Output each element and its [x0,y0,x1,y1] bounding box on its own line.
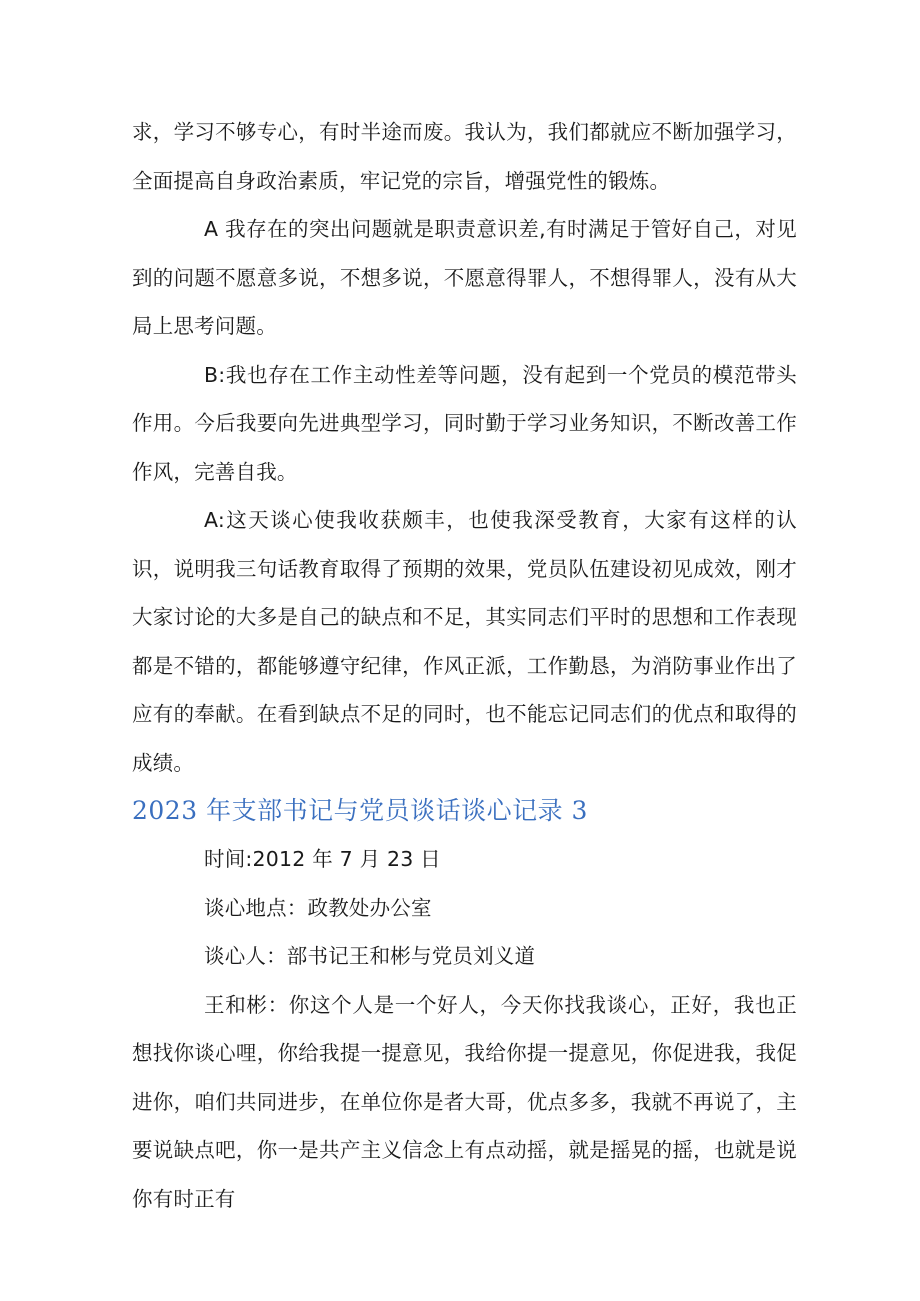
meeting-location: 谈心地点：政教处办公室 [204,895,432,920]
meeting-time: 时间:2012 年 7 月 23 日 [204,847,441,871]
paragraph-a-summary: A:这天谈心使我收获颇丰，也使我深受教育，大家有这样的认识，说明我三句话教育取得了预期的效果，党员队伍建设初见成效，刚才大家讨论的大多是自己的缺点和不足，其实同志们平时的思想和工作表现都是不错的，都能够遵守纪律，作风正派，工作勤恳，为消防事业作出了应有的奉献。在看到缺点不足的同时，也不能忘记同志们的优点和取得的成绩。 [132,508,797,775]
meeting-people: 谈心人：部书记王和彬与党员刘义道 [204,944,536,968]
section-heading: 2023 年支部书记与党员谈话谈心记录 3 [132,796,588,825]
paragraph-wang-hebin: 王和彬：你这个人是一个好人，今天你找我谈心，正好，我也正想找你谈心哩，你给我提一提意见，我给你提一提意见，你促进我，我促进你，咱们共同进步，在单位你是者大哥，优点多多，我就不再说了，主要说缺点吧，你一是共产主义信念上有点动摇，就是摇晃的摇，也就是说你有时正有 [132,992,797,1211]
meeting-meta [132,835,797,981]
paragraph-a-problem: A 我存在的突出问题就是职责意识差,有时满足于管好自己，对见到的问题不愿意多说，不想多说，不愿意得罪人，不想得罪人，没有从大局上思考问题。 [132,217,797,338]
paragraph-continuation: 求，学习不够专心，有时半途而废。我认为，我们都就应不断加强学习，全面提高自身政治素质，牢记党的宗旨，增强党性的锻炼。 [132,120,797,193]
paragraph-b-problem: B:我也存在工作主动性差等问题，没有起到一个党员的模范带头作用。今后我要向先进典型学习，同时勤于学习业务知识，不断改善工作作风，完善自我。 [132,362,797,484]
document-body [132,108,797,1223]
